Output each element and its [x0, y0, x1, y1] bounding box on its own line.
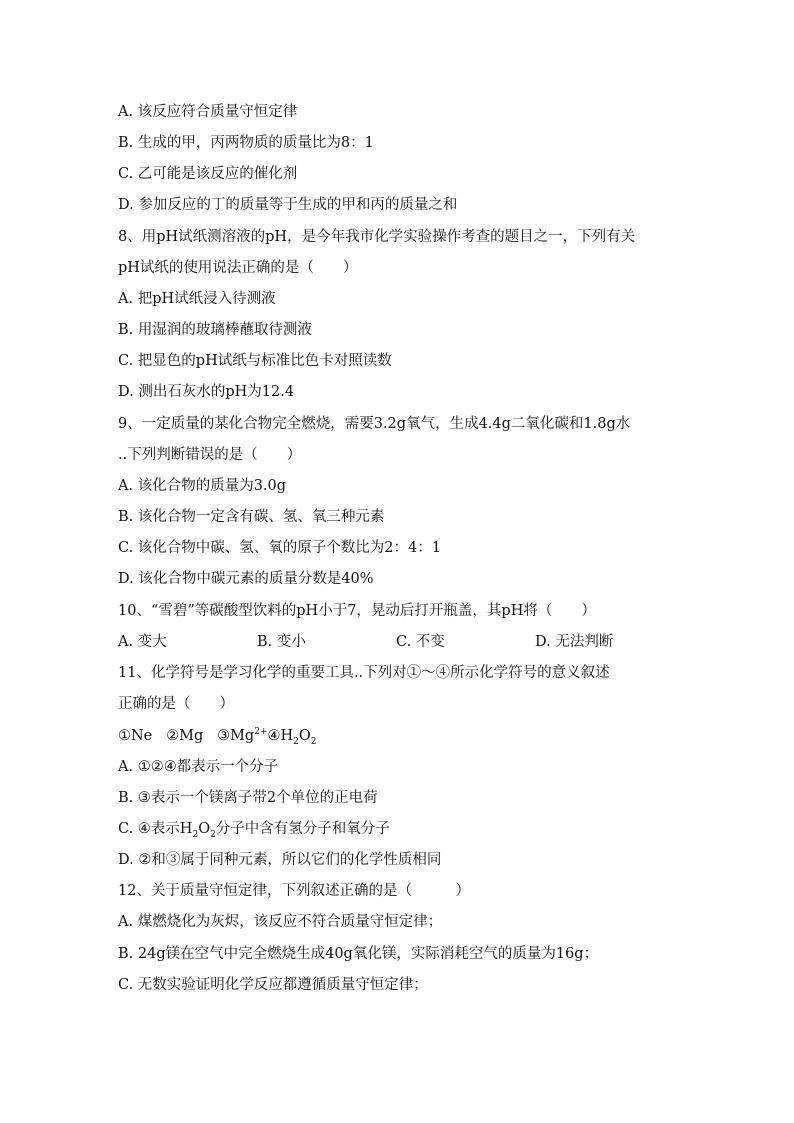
q11-option-c: C. ④表示$H_2O_2$分子中含有氢分子和氧分子 — [118, 821, 390, 840]
q9-option-d: D. 该化合物中碳元素的质量分数是40% — [118, 571, 374, 587]
q11-option-d: D. ②和③属于同种元素，所以它们的化学性质相同 — [118, 852, 442, 868]
q9-option-b: B. 该化合物一定含有碳、氢、氧三种元素 — [118, 509, 385, 525]
q9-stem-line2: ..下列判断错误的是（ ） — [118, 447, 302, 463]
q7-option-a: A. 该反应符合质量守恒定律 — [118, 104, 298, 120]
q12-option-a: A. 煤燃烧化为灰烬，该反应不符合质量守恒定律； — [118, 914, 443, 930]
q11-stem-line1: 11、化学符号是学习化学的重要工具..下列对①～④所示化学符号的意义叙述 — [118, 665, 610, 681]
q11-option-b: B. ③表示一个镁离子带2个单位的正电荷 — [118, 790, 378, 806]
q7-option-b: B. 生成的甲，丙两物质的质量比为8：1 — [118, 135, 374, 151]
q12-stem: 12、关于质量守恒定律，下列叙述正确的是（ ） — [118, 883, 470, 899]
q11-option-a: A. ①②④都表示一个分子 — [118, 759, 279, 775]
q11-symbol-3: $③Mg^{2+}$ — [217, 727, 268, 744]
q8-stem-line1: 8、用pH试纸测溶液的pH，是今年我市化学实验操作考查的题目之一，下列有关 — [118, 229, 636, 245]
q9-option-a: A. 该化合物的质量为3.0g — [118, 478, 287, 494]
q8-stem-line2: pH试纸的使用说法正确的是（ ） — [118, 260, 358, 276]
q12-option-c: C. 无数实验证明化学反应都遵循质量守恒定律； — [118, 977, 428, 993]
q11-symbols — [118, 726, 317, 746]
q8-option-a: A. 把pH试纸浸入待测液 — [118, 291, 276, 307]
q10-option-d: D. 无法判断 — [535, 634, 614, 650]
q11-symbol-1: ①Ne — [118, 728, 153, 744]
q8-option-c: C. 把显色的pH试纸与标准比色卡对照读数 — [118, 353, 392, 369]
q10-option-b: B. 变小 — [257, 634, 306, 650]
q10-option-c: C. 不变 — [396, 634, 445, 650]
q10-stem: 10、“雪碧”等碳酸型饮料的pH小于7，晃动后打开瓶盖，其pH将（ ） — [118, 603, 596, 619]
q12-option-b: B. 24g镁在空气中完全燃烧生成40g氧化镁，实际消耗空气的质量为16g； — [118, 946, 599, 962]
q10-option-a: A. 变大 — [118, 634, 167, 650]
q7-option-d: D. 参加反应的丁的质量等于生成的甲和丙的质量之和 — [118, 197, 458, 213]
q9-option-c: C. 该化合物中碳、氢、氧的原子个数比为2：4：1 — [118, 540, 441, 556]
q9-stem-line1: 9、一定质量的某化合物完全燃烧，需要3.2g氧气，生成4.4g二氧化碳和1.8g水 — [118, 416, 631, 432]
q11-symbol-4: $④H_2O_2$ — [267, 728, 317, 747]
q8-option-d: D. 测出石灰水的pH为12.4 — [118, 384, 295, 400]
q7-option-c: C. 乙可能是该反应的催化剂 — [118, 166, 298, 182]
q8-option-b: B. 用湿润的玻璃棒蘸取待测液 — [118, 322, 312, 338]
q11-stem-line2: 正确的是（ ） — [118, 696, 234, 712]
q11-symbol-2: ②Mg — [166, 728, 204, 744]
